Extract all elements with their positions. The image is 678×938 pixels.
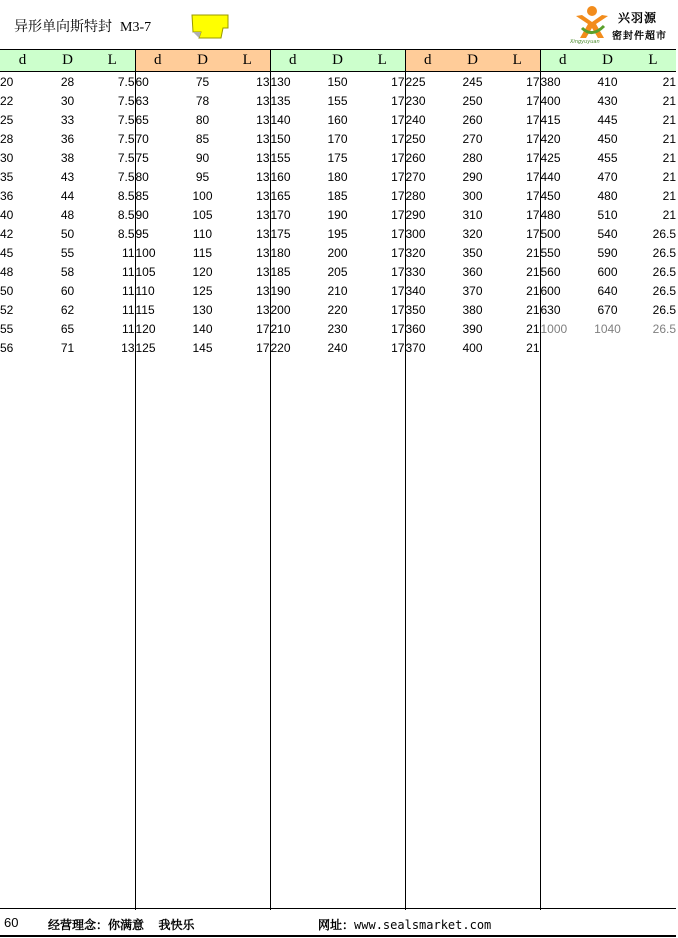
table-cell: 17: [360, 129, 405, 148]
table-cell: 380: [462, 302, 483, 317]
column-header-d-3: d: [270, 50, 315, 72]
table-cell: 175: [270, 226, 291, 241]
table-cell: 250: [462, 93, 483, 108]
table-cell: 22: [0, 93, 14, 108]
table-cell: 500: [540, 226, 561, 241]
table-cell: 100: [135, 245, 156, 260]
table-cell: 180: [327, 169, 348, 184]
table-filler-cell: [540, 357, 676, 910]
table-cell: 8.5: [90, 186, 135, 205]
table-cell: 75: [135, 150, 149, 165]
table-cell: 55: [60, 245, 75, 260]
product-title: 异形单向斯特封: [14, 19, 112, 35]
table-cell: 600: [597, 264, 618, 279]
model-code: M3-7: [120, 20, 152, 35]
table-cell: 17: [360, 91, 405, 110]
table-cell: 430: [597, 93, 618, 108]
website-link[interactable]: www.sealsmarket.com: [354, 918, 492, 932]
column-header-d-1: d: [0, 50, 45, 72]
table-cell: 26.5: [652, 226, 676, 241]
table-cell: 105: [192, 207, 213, 222]
table-cell: 17: [225, 338, 270, 357]
table-cell: 340: [405, 283, 426, 298]
table-cell: 17: [495, 91, 540, 110]
table-cell: 185: [327, 188, 348, 203]
table-cell: 26.5: [652, 264, 676, 279]
column-header-l-2: L: [225, 50, 270, 72]
table-row: [0, 338, 676, 357]
table-row: [0, 243, 676, 262]
table-cell: 17: [360, 110, 405, 129]
table-cell: 21: [662, 112, 676, 127]
table-cell: 320: [405, 245, 426, 260]
column-header-d-4: D: [450, 50, 495, 72]
table-cell: 425: [540, 150, 561, 165]
table-cell: 380: [540, 74, 561, 89]
table-cell: 130: [270, 74, 291, 89]
table-cell: 17: [495, 186, 540, 205]
table-cell: 7.5: [90, 129, 135, 148]
table-cell: 190: [270, 283, 291, 298]
table-cell: 390: [462, 321, 483, 336]
table-cell: 280: [462, 150, 483, 165]
table-row: [0, 262, 676, 281]
table-cell: 45: [0, 245, 14, 260]
table-cell: 38: [60, 150, 75, 165]
table-cell: 270: [405, 169, 426, 184]
table-cell: 13: [225, 186, 270, 205]
table-cell: 360: [462, 264, 483, 279]
table-cell: 65: [135, 112, 149, 127]
table-filler-cell: [270, 357, 405, 910]
table-cell: 17: [495, 224, 540, 243]
column-header-d-4: d: [405, 50, 450, 72]
table-cell: 13: [225, 91, 270, 110]
table-cell: 205: [327, 264, 348, 279]
table-cell: 26.5: [652, 302, 676, 317]
table-row: [0, 91, 676, 110]
table-cell: 245: [462, 74, 483, 89]
table-cell: 8.5: [90, 224, 135, 243]
table-cell: 590: [597, 245, 618, 260]
table-cell: 250: [405, 131, 426, 146]
table-cell: 21: [495, 243, 540, 262]
table-cell: 13: [225, 129, 270, 148]
table-cell: 120: [135, 321, 156, 336]
table-cell: 155: [270, 150, 291, 165]
table-cell: 17: [495, 129, 540, 148]
table-cell: 185: [270, 264, 291, 279]
table-row: [0, 129, 676, 148]
table-cell: 50: [0, 283, 14, 298]
table-cell: 210: [327, 283, 348, 298]
column-header-l-1: L: [90, 50, 135, 72]
table-cell: 300: [462, 188, 483, 203]
table-cell: 320: [462, 226, 483, 241]
table-cell: 400: [462, 340, 483, 355]
table-cell: 25: [0, 112, 14, 127]
table-cell: 190: [327, 207, 348, 222]
table-cell: [630, 338, 676, 357]
table-cell: 670: [597, 302, 618, 317]
column-header-d-2: d: [135, 50, 180, 72]
website-label: 网址：: [318, 918, 355, 932]
table-cell: 95: [195, 169, 210, 184]
column-header-l-5: L: [630, 50, 676, 72]
table-cell: 78: [195, 93, 210, 108]
table-cell: 13: [225, 148, 270, 167]
table-cell: 80: [135, 169, 149, 184]
table-cell: 80: [195, 112, 210, 127]
column-header-d-3: D: [315, 50, 360, 72]
table-row: [0, 167, 676, 186]
footer-website: [318, 916, 491, 933]
table-cell: 17: [360, 148, 405, 167]
table-cell: 550: [540, 245, 561, 260]
table-cell: 35: [0, 169, 14, 184]
table-cell: 11: [90, 262, 135, 281]
table-cell: 11: [90, 281, 135, 300]
table-filler-row: [0, 357, 676, 910]
table-cell: 50: [60, 226, 75, 241]
table-cell: 11: [90, 300, 135, 319]
table-cell: 120: [192, 264, 213, 279]
table-cell: 48: [0, 264, 14, 279]
footer-motto: 经营理念：你满意 我快乐: [48, 918, 195, 932]
table-cell: 455: [597, 150, 618, 165]
table-cell: 28: [60, 74, 75, 89]
table-cell: 7.5: [90, 110, 135, 129]
table-cell: 13: [225, 167, 270, 186]
table-cell: 160: [327, 112, 348, 127]
table-cell: 110: [135, 283, 155, 298]
table-cell: 21: [495, 319, 540, 338]
table-cell: 44: [60, 188, 75, 203]
table-cell: 7.5: [90, 167, 135, 186]
table-row: [0, 224, 676, 243]
table-cell: 20: [0, 74, 14, 89]
table-cell: 640: [597, 283, 618, 298]
table-row: [0, 186, 676, 205]
table-cell: 290: [405, 207, 426, 222]
table-cell: 21: [662, 207, 676, 222]
table-row: [0, 319, 676, 338]
table-cell: 11: [90, 319, 135, 338]
logo-subtitle: 密封件超市: [612, 31, 667, 42]
table-cell: 370: [462, 283, 483, 298]
table-cell: 21: [662, 169, 676, 184]
table-cell: 230: [327, 321, 348, 336]
table-cell: 17: [360, 281, 405, 300]
seal-profile-icon: [191, 12, 229, 40]
table-cell: 145: [192, 340, 213, 355]
table-cell: 8.5: [90, 205, 135, 224]
table-cell: 21: [495, 281, 540, 300]
table-cell: 85: [135, 188, 149, 203]
table-cell: 150: [327, 74, 348, 89]
table-cell: 90: [195, 150, 210, 165]
table-cell: 350: [405, 302, 426, 317]
table-cell: [540, 338, 585, 357]
table-cell: 125: [192, 283, 213, 298]
table-cell: 17: [360, 262, 405, 281]
table-cell: 450: [597, 131, 618, 146]
table-cell: 100: [192, 188, 213, 203]
table-cell: 17: [360, 243, 405, 262]
table-cell: 200: [327, 245, 348, 260]
table-cell: 105: [135, 264, 156, 279]
table-cell: 21: [662, 93, 676, 108]
table-filler-cell: [135, 357, 270, 910]
table-cell: 165: [270, 188, 291, 203]
table-cell: 42: [0, 226, 14, 241]
table-cell: 71: [60, 340, 75, 355]
table-cell: 200: [270, 302, 291, 317]
table-cell: 55: [0, 321, 14, 336]
table-row: [0, 110, 676, 129]
table-row: [0, 148, 676, 167]
table-cell: 220: [327, 302, 348, 317]
table-cell: 17: [360, 224, 405, 243]
table-cell: 150: [270, 131, 291, 146]
table-cell: 225: [405, 74, 426, 89]
table-cell: 470: [597, 169, 618, 184]
table-cell: 1000: [540, 321, 568, 336]
table-cell: [585, 338, 630, 357]
table-cell: 13: [225, 300, 270, 319]
table-cell: 370: [405, 340, 426, 355]
logo-figure-icon: [572, 4, 612, 40]
table-cell: 17: [495, 167, 540, 186]
table-cell: 180: [270, 245, 291, 260]
table-cell: 11: [90, 243, 135, 262]
table-cell: 410: [597, 74, 618, 89]
table-cell: 65: [60, 321, 75, 336]
table-cell: 175: [327, 150, 348, 165]
table-cell: 17: [360, 167, 405, 186]
table-cell: 415: [540, 112, 561, 127]
table-cell: 560: [540, 264, 561, 279]
table-cell: 63: [135, 93, 149, 108]
table-cell: 440: [540, 169, 561, 184]
table-cell: 52: [0, 302, 14, 317]
table-cell: 240: [327, 340, 348, 355]
table-cell: 30: [0, 150, 14, 165]
table-cell: 21: [662, 74, 676, 89]
table-cell: 30: [60, 93, 75, 108]
table-filler-cell: [405, 357, 540, 910]
table-cell: 13: [225, 205, 270, 224]
table-cell: 110: [192, 226, 213, 241]
table-cell: 17: [360, 186, 405, 205]
table-cell: 26.5: [652, 283, 676, 298]
table-cell: 17: [495, 110, 540, 129]
table-cell: 26.5: [652, 245, 676, 260]
table-filler-cell: [0, 357, 135, 910]
table-cell: 420: [540, 131, 561, 146]
table-cell: 95: [135, 226, 149, 241]
table-cell: 60: [135, 74, 149, 89]
table-cell: 13: [225, 243, 270, 262]
table-header-row: [0, 50, 676, 72]
table-cell: 170: [270, 207, 291, 222]
table-cell: 115: [192, 245, 213, 260]
table-cell: 7.5: [90, 72, 135, 92]
table-cell: 17: [495, 205, 540, 224]
table-cell: 13: [225, 262, 270, 281]
table-cell: 17: [225, 319, 270, 338]
table-cell: 270: [462, 131, 483, 146]
brand-logo: [568, 4, 672, 48]
table-cell: 13: [225, 224, 270, 243]
footer-rule: [0, 935, 676, 937]
table-cell: 40: [0, 207, 14, 222]
table-cell: 17: [495, 148, 540, 167]
table-cell: 26.5: [652, 321, 676, 336]
table-cell: 7.5: [90, 148, 135, 167]
table-cell: 630: [540, 302, 561, 317]
logo-pinyin: Xingyuyuan: [570, 39, 600, 45]
table-cell: 330: [405, 264, 426, 279]
table-cell: 75: [195, 74, 210, 89]
table-cell: 300: [405, 226, 426, 241]
table-cell: 21: [495, 338, 540, 357]
column-header-d-5: D: [585, 50, 630, 72]
table-cell: 17: [360, 72, 405, 92]
table-cell: 7.5: [90, 91, 135, 110]
table-cell: 480: [540, 207, 561, 222]
table-cell: 240: [405, 112, 426, 127]
table-cell: 260: [462, 112, 483, 127]
table-cell: 125: [135, 340, 156, 355]
table-cell: 33: [60, 112, 75, 127]
table-cell: 17: [360, 319, 405, 338]
table-cell: 540: [597, 226, 618, 241]
table-cell: 140: [192, 321, 213, 336]
table-cell: 160: [270, 169, 291, 184]
table-cell: 28: [0, 131, 14, 146]
table-row: [0, 281, 676, 300]
table-cell: 17: [360, 338, 405, 357]
table-cell: 230: [405, 93, 426, 108]
table-cell: 350: [462, 245, 483, 260]
table-cell: 260: [405, 150, 426, 165]
table-cell: 13: [225, 72, 270, 92]
table-cell: 21: [495, 262, 540, 281]
size-table: [0, 49, 676, 910]
table-cell: 17: [495, 72, 540, 92]
column-header-l-3: L: [360, 50, 405, 72]
column-header-d-1: D: [45, 50, 90, 72]
table-row: [0, 205, 676, 224]
page-number: 60: [4, 915, 19, 930]
table-cell: 510: [597, 207, 618, 222]
column-header-d-5: d: [540, 50, 585, 72]
table-cell: 140: [270, 112, 291, 127]
table-cell: 85: [195, 131, 210, 146]
table-cell: 21: [495, 300, 540, 319]
table-cell: 220: [270, 340, 291, 355]
table-cell: 170: [327, 131, 348, 146]
table-cell: 450: [540, 188, 561, 203]
table-cell: 290: [462, 169, 483, 184]
table-cell: 360: [405, 321, 426, 336]
table-row: [0, 72, 676, 92]
table-cell: 56: [0, 340, 14, 355]
table-cell: 600: [540, 283, 561, 298]
table-cell: 13: [90, 338, 135, 357]
table-cell: 58: [60, 264, 75, 279]
table-cell: 43: [60, 169, 75, 184]
table-cell: 400: [540, 93, 561, 108]
table-cell: 13: [225, 110, 270, 129]
table-cell: 280: [405, 188, 426, 203]
table-cell: 21: [662, 150, 676, 165]
table-cell: 60: [60, 283, 75, 298]
table-cell: 130: [192, 302, 213, 317]
table-cell: 48: [60, 207, 75, 222]
table-cell: 210: [270, 321, 291, 336]
page-footer: [0, 908, 676, 937]
table-cell: 135: [270, 93, 291, 108]
table-row: [0, 300, 676, 319]
table-cell: 70: [135, 131, 149, 146]
table-cell: 90: [135, 207, 149, 222]
table-cell: 480: [597, 188, 618, 203]
table-cell: 36: [0, 188, 14, 203]
table-cell: 13: [225, 281, 270, 300]
column-header-l-4: L: [495, 50, 540, 72]
table-cell: 195: [327, 226, 348, 241]
table-cell: 21: [662, 131, 676, 146]
logo-brand: 兴羽源: [618, 11, 658, 25]
column-header-d-2: D: [180, 50, 225, 72]
table-cell: 17: [360, 300, 405, 319]
table-cell: 36: [60, 131, 75, 146]
table-cell: 445: [597, 112, 618, 127]
table-cell: 62: [60, 302, 75, 317]
table-cell: 155: [327, 93, 348, 108]
table-cell: 21: [662, 188, 676, 203]
table-cell: 310: [462, 207, 483, 222]
table-cell: 17: [360, 205, 405, 224]
table-cell: 1040: [594, 321, 621, 336]
table-cell: 115: [135, 302, 155, 317]
page-title: [14, 16, 151, 36]
